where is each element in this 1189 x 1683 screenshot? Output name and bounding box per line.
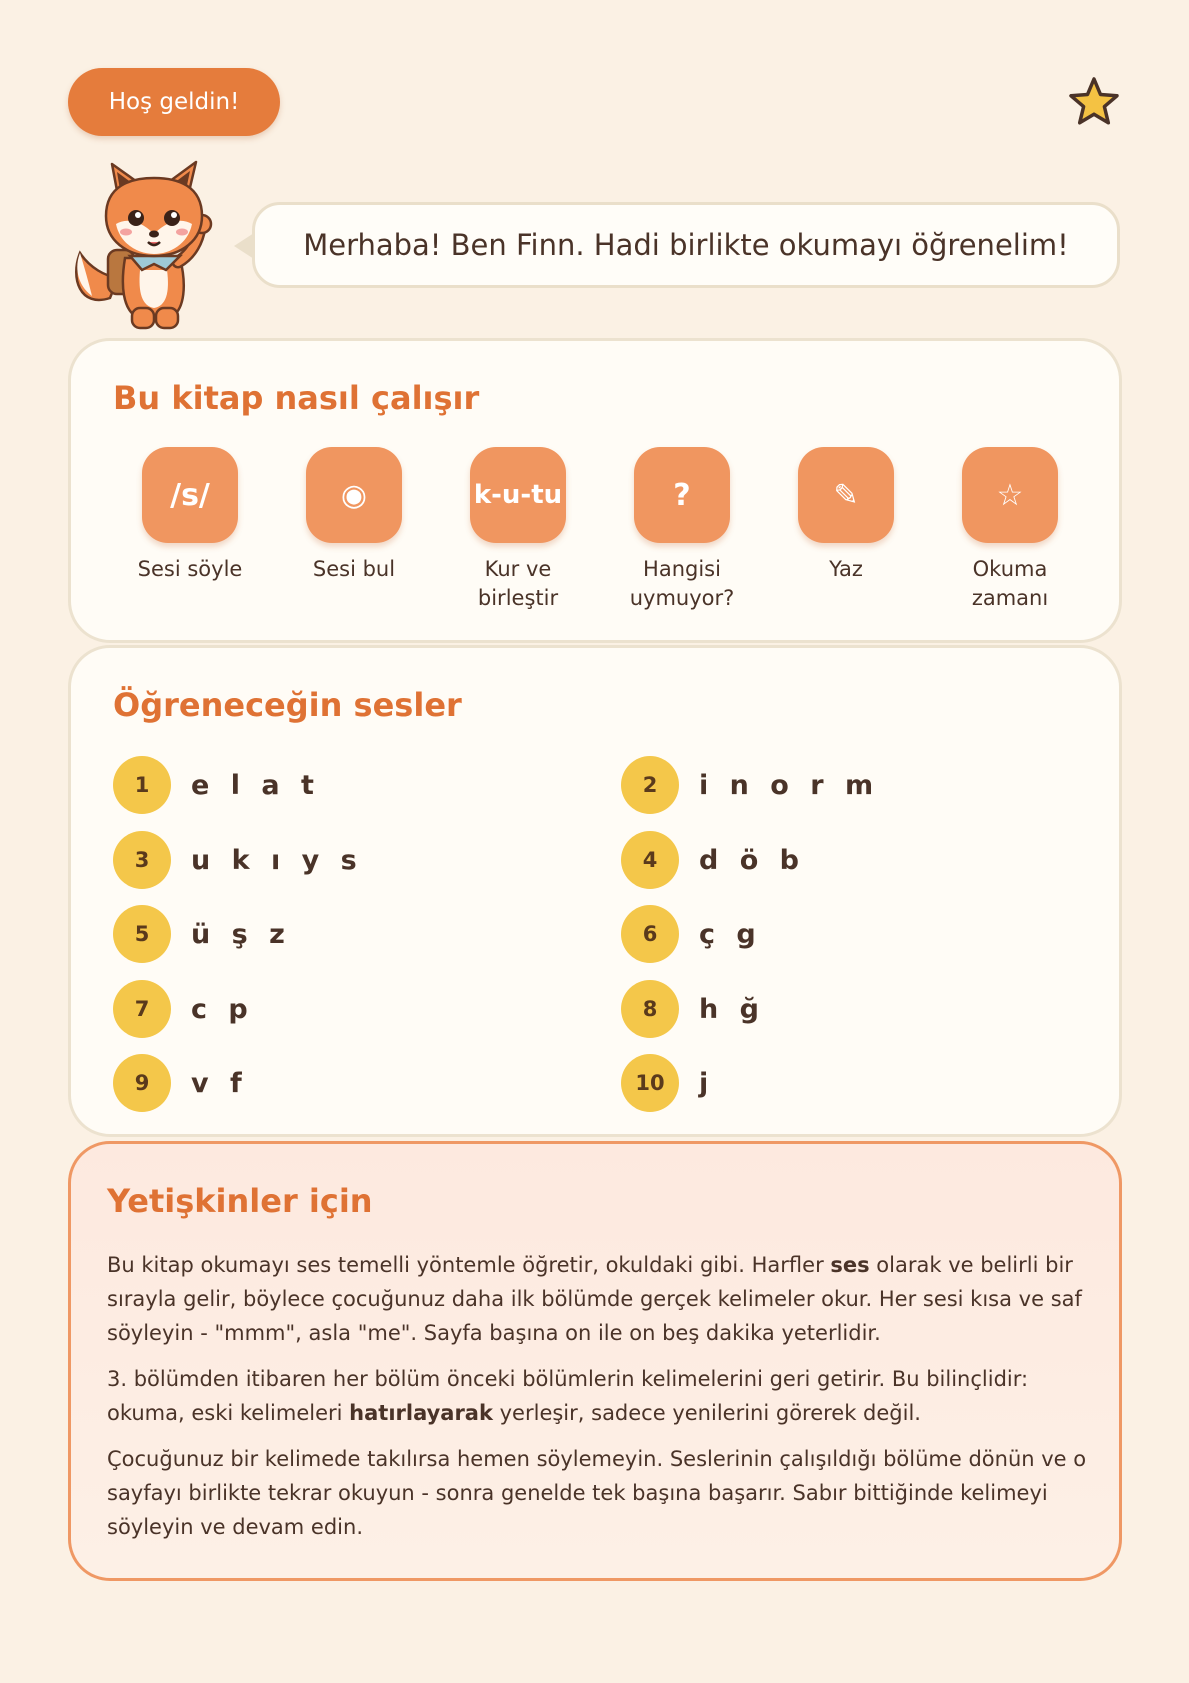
steps-list (115, 447, 1085, 627)
sound-letters: i n o r m (699, 769, 880, 801)
pencil-icon: ✎ (798, 447, 894, 543)
sound-letters: u k ı y s (191, 844, 363, 876)
sound-group (113, 905, 291, 963)
star-outline-icon: ☆ (962, 447, 1058, 543)
emphasis-text: ses (830, 1253, 870, 1277)
sound-letters: c p (191, 993, 254, 1025)
syllable-icon: k-u-tu (470, 447, 566, 543)
how-it-works-title: Bu kitap nasıl çalışır (113, 379, 480, 417)
speech-bubble-tail (234, 233, 254, 259)
number-badge: 10 (621, 1054, 679, 1112)
sound-letters: d ö b (699, 844, 806, 876)
sound-group (621, 1054, 714, 1112)
number-badge: 3 (113, 831, 171, 889)
step-label: Kur ve birleştir (477, 557, 559, 610)
number-badge: 8 (621, 980, 679, 1038)
step-item (115, 447, 265, 584)
sound-letters: j (699, 1067, 715, 1099)
step-item (279, 447, 429, 584)
adults-card (68, 1141, 1122, 1581)
step-item (935, 447, 1085, 613)
sound-letters: ü ş z (191, 918, 291, 950)
number-badge: 7 (113, 980, 171, 1038)
welcome-badge (68, 68, 280, 136)
sound-letters: v f (191, 1067, 248, 1099)
sound-group (113, 831, 363, 889)
step-label: Yaz (829, 557, 863, 581)
sound-group (621, 980, 765, 1038)
step-item (443, 447, 593, 613)
fox-mascot-illustration (70, 158, 230, 333)
number-badge: 9 (113, 1054, 171, 1112)
question-icon: ? (634, 447, 730, 543)
number-badge: 5 (113, 905, 171, 963)
star-icon (1066, 74, 1122, 130)
step-label: Hangisi uymuyor? (629, 557, 735, 610)
sound-group (113, 980, 254, 1038)
target-icon: ◉ (306, 447, 402, 543)
sound-group (113, 1054, 248, 1112)
text-run: yerleşir, sadece yenilerini görerek değil. (492, 1401, 921, 1425)
text-run: 3. bölümden itibaren her bölüm önceki bölümlerin kelimelerini geri getirir. Bu bilinçlidir: okuma, eski kelimeleri (107, 1367, 1029, 1425)
emphasis-text: hatırlayarak (349, 1401, 493, 1425)
text-run: olarak ve belirli bir sırayla gelir, böylece çocuğunuz daha ilk bölümde gerçek kelimeler okur. Her sesi kısa ve saf söyleyin - "mmm", asla "me". Sayfa başına on ile on beş dakika yeterlidir. (107, 1253, 1082, 1345)
adults-paragraph: Çocuğunuz bir kelimede takılırsa hemen söylemeyin. Seslerinin çalışıldığı bölüme dönün ve o sayfayı birlikte tekrar okuyun - sonra genelde tek başına başarır. Sabır bittiğinde kelimeyi söyleyin ve devam edin. (107, 1447, 1087, 1539)
text-run: Bu kitap okumayı ses temelli yöntemle öğretir, okuldaki gibi. Harfler (107, 1253, 831, 1277)
adults-paragraph (107, 1248, 1087, 1350)
sound-letters: ç g (699, 918, 762, 950)
number-badge: 2 (621, 756, 679, 814)
sound-group (113, 756, 320, 814)
step-item (771, 447, 921, 584)
sound-letters: h ğ (699, 993, 765, 1025)
sound-symbol-icon: /s/ (142, 447, 238, 543)
sound-group (621, 756, 879, 814)
number-badge: 4 (621, 831, 679, 889)
speech-bubble (252, 202, 1120, 288)
adults-body (107, 1248, 1087, 1556)
step-label: Okuma zamanı (971, 557, 1049, 610)
speech-text: Merhaba! Ben Finn. Hadi birlikte okumayı öğrenelim! (303, 228, 1069, 262)
sound-group (621, 831, 805, 889)
sounds-card (68, 645, 1122, 1137)
step-item (607, 447, 757, 613)
adults-title: Yetişkinler için (107, 1182, 373, 1220)
number-badge: 6 (621, 905, 679, 963)
step-label: Sesi söyle (137, 557, 243, 581)
sounds-title: Öğreneceğin sesler (113, 686, 462, 724)
adults-paragraph (107, 1362, 1087, 1430)
how-it-works-card (68, 338, 1122, 643)
sound-group (621, 905, 762, 963)
step-label: Sesi bul (312, 557, 396, 581)
sound-letters: e l a t (191, 769, 320, 801)
welcome-label: Hoş geldin! (108, 89, 240, 115)
number-badge: 1 (113, 756, 171, 814)
